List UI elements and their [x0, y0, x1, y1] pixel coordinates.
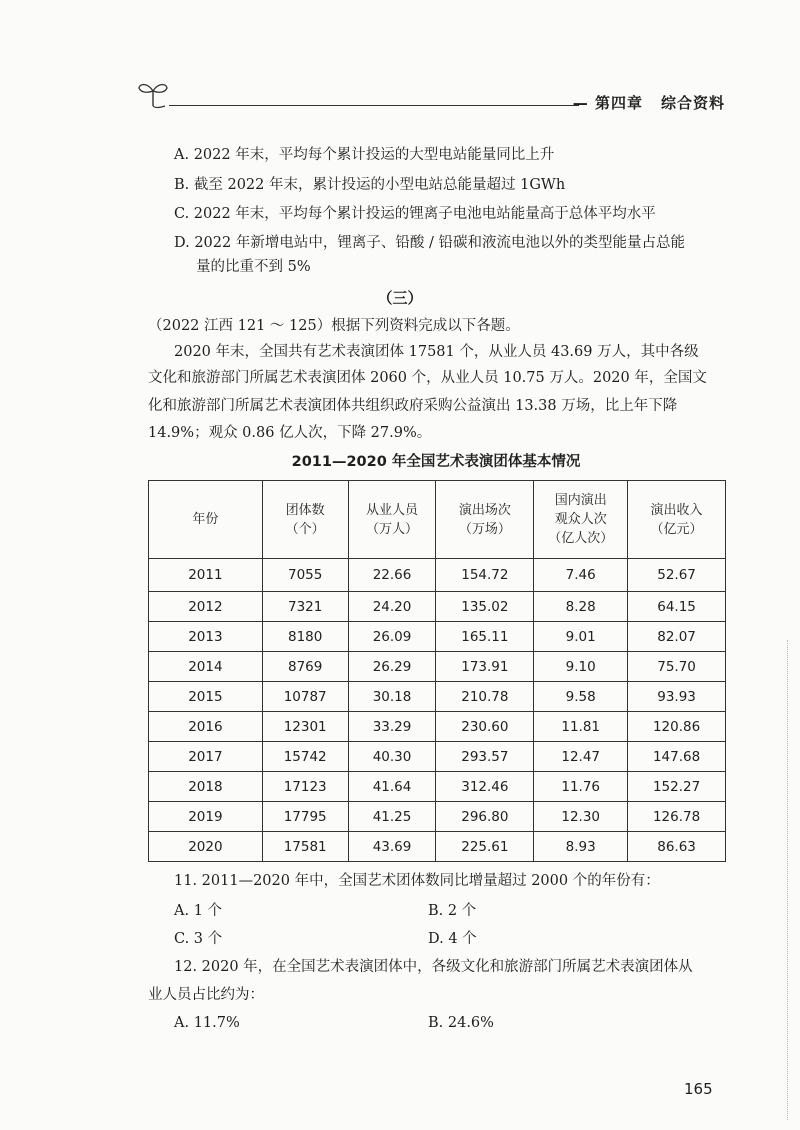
table-cell: 8.28	[534, 592, 628, 622]
table-row	[149, 802, 726, 832]
intro-paragraph-line: 14.9%；观众 0.86 亿人次，下降 27.9%。	[148, 425, 432, 441]
table-cell: 11.81	[534, 712, 628, 742]
column-header: 年份	[149, 481, 263, 559]
table-cell: 17123	[262, 772, 348, 802]
prev-option-a: A. 2022 年末，平均每个累计投运的大型电站能量同比上升	[174, 147, 555, 163]
table-cell: 93.93	[628, 682, 726, 712]
intro-instruction: （2022 江西 121 ～ 125）根据下列资料完成以下各题。	[148, 318, 520, 334]
table-cell: 64.15	[628, 592, 726, 622]
question-12-stem-continued: 业人员占比约为：	[148, 987, 264, 1003]
table-cell: 22.66	[348, 559, 436, 592]
year-cell: 2013	[149, 622, 263, 652]
column-header: 演出收入 （亿元）	[628, 481, 726, 559]
year-cell: 2016	[149, 712, 263, 742]
table-cell: 43.69	[348, 832, 436, 862]
question-12-option-a: A. 11.7%	[174, 1015, 240, 1031]
table-row	[149, 712, 726, 742]
table-row	[149, 622, 726, 652]
table-row	[149, 742, 726, 772]
table-cell: 33.29	[348, 712, 436, 742]
table-cell: 147.68	[628, 742, 726, 772]
table-cell: 152.27	[628, 772, 726, 802]
year-cell: 2015	[149, 682, 263, 712]
intro-paragraph-line: 2020 年末，全国共有艺术表演团体 17581 个，从业人员 43.69 万人，其中各级	[174, 344, 699, 360]
column-header: 团体数 （个）	[262, 481, 348, 559]
question-11-option-c: C. 3 个	[174, 931, 223, 947]
table-row	[149, 559, 726, 592]
table-cell: 24.20	[348, 592, 436, 622]
year-cell: 2012	[149, 592, 263, 622]
question-11-stem: 11. 2011—2020 年中，全国艺术团体数同比增量超过 2000 个的年份有：	[174, 873, 660, 889]
column-header: 从业人员 （万人）	[348, 481, 436, 559]
table-cell: 75.70	[628, 652, 726, 682]
page-header	[135, 78, 725, 112]
table-cell: 12301	[262, 712, 348, 742]
column-header: 演出场次 （万场）	[436, 481, 534, 559]
table-cell: 12.30	[534, 802, 628, 832]
table-cell: 17795	[262, 802, 348, 832]
page-number: 165	[684, 1080, 713, 1098]
table-cell: 7321	[262, 592, 348, 622]
prev-option-c: C. 2022 年末，平均每个累计投运的锂离子电池电站能量高于总体平均水平	[174, 206, 656, 222]
table-body	[149, 559, 726, 862]
table-cell: 15742	[262, 742, 348, 772]
year-cell: 2017	[149, 742, 263, 772]
table-cell: 10787	[262, 682, 348, 712]
table-cell: 7055	[262, 559, 348, 592]
prev-option-d: D. 2022 年新增电站中，锂离子、铅酸 / 铅碳和液流电池以外的类型能量占总能	[174, 235, 685, 251]
table-cell: 11.76	[534, 772, 628, 802]
table-cell: 135.02	[436, 592, 534, 622]
table-cell: 40.30	[348, 742, 436, 772]
table-row	[149, 832, 726, 862]
table-cell: 8769	[262, 652, 348, 682]
table-row	[149, 682, 726, 712]
question-12-option-b: B. 24.6%	[428, 1015, 494, 1031]
table-title: 2011—2020 年全国艺术表演团体基本情况	[291, 454, 581, 470]
table-row	[149, 652, 726, 682]
table-row	[149, 772, 726, 802]
year-cell: 2014	[149, 652, 263, 682]
year-cell: 2019	[149, 802, 263, 832]
table-cell: 126.78	[628, 802, 726, 832]
year-cell: 2020	[149, 832, 263, 862]
data-table	[148, 480, 726, 862]
question-11-option-b: B. 2 个	[428, 903, 477, 919]
table-cell: 7.46	[534, 559, 628, 592]
table-cell: 9.10	[534, 652, 628, 682]
header-rule	[169, 105, 579, 106]
table-cell: 52.67	[628, 559, 726, 592]
table-cell: 225.61	[436, 832, 534, 862]
question-11-option-d: D. 4 个	[428, 931, 477, 947]
table-cell: 312.46	[436, 772, 534, 802]
table-cell: 26.29	[348, 652, 436, 682]
table-cell: 8180	[262, 622, 348, 652]
table-cell: 17581	[262, 832, 348, 862]
table-cell: 296.80	[436, 802, 534, 832]
prev-option-b: B. 截至 2022 年末，累计投运的小型电站总能量超过 1GWh	[174, 177, 566, 193]
chapter-title: 综合资料	[660, 94, 725, 112]
table-cell: 9.58	[534, 682, 628, 712]
table-cell: 120.86	[628, 712, 726, 742]
table-cell: 82.07	[628, 622, 726, 652]
year-cell: 2018	[149, 772, 263, 802]
table-row	[149, 592, 726, 622]
chapter-number: 第四章	[594, 94, 643, 112]
year-cell: 2011	[149, 559, 263, 592]
intro-paragraph-line: 化和旅游部门所属艺术表演团体共组织政府采购公益演出 13.38 万场，比上年下降	[148, 398, 678, 414]
table-cell: 26.09	[348, 622, 436, 652]
table-cell: 9.01	[534, 622, 628, 652]
table-header-row	[149, 481, 726, 559]
table-cell: 12.47	[534, 742, 628, 772]
table-cell: 41.64	[348, 772, 436, 802]
question-11-option-a: A. 1 个	[174, 903, 223, 919]
table-cell: 154.72	[436, 559, 534, 592]
table-cell: 8.93	[534, 832, 628, 862]
table-cell: 41.25	[348, 802, 436, 832]
table-cell: 30.18	[348, 682, 436, 712]
sprout-icon	[135, 78, 171, 112]
intro-paragraph-line: 文化和旅游部门所属艺术表演团体 2060 个，从业人员 10.75 万人。2020 年，全国文	[148, 370, 707, 386]
table-cell: 210.78	[436, 682, 534, 712]
question-12-stem: 12. 2020 年，在全国艺术表演团体中，各级文化和旅游部门所属艺术表演团体从	[174, 959, 693, 975]
column-header: 国内演出 观众人次 （亿人次）	[534, 481, 628, 559]
prev-option-d-continued: 量的比重不到 5%	[196, 259, 311, 275]
table-cell: 230.60	[436, 712, 534, 742]
table-cell: 173.91	[436, 652, 534, 682]
chapter-heading: — 第四章 综合资料	[572, 94, 725, 112]
table-cell: 86.63	[628, 832, 726, 862]
table-cell: 293.57	[436, 742, 534, 772]
section-title: （三）	[377, 289, 423, 307]
table-cell: 165.11	[436, 622, 534, 652]
scan-edge	[785, 640, 788, 1120]
